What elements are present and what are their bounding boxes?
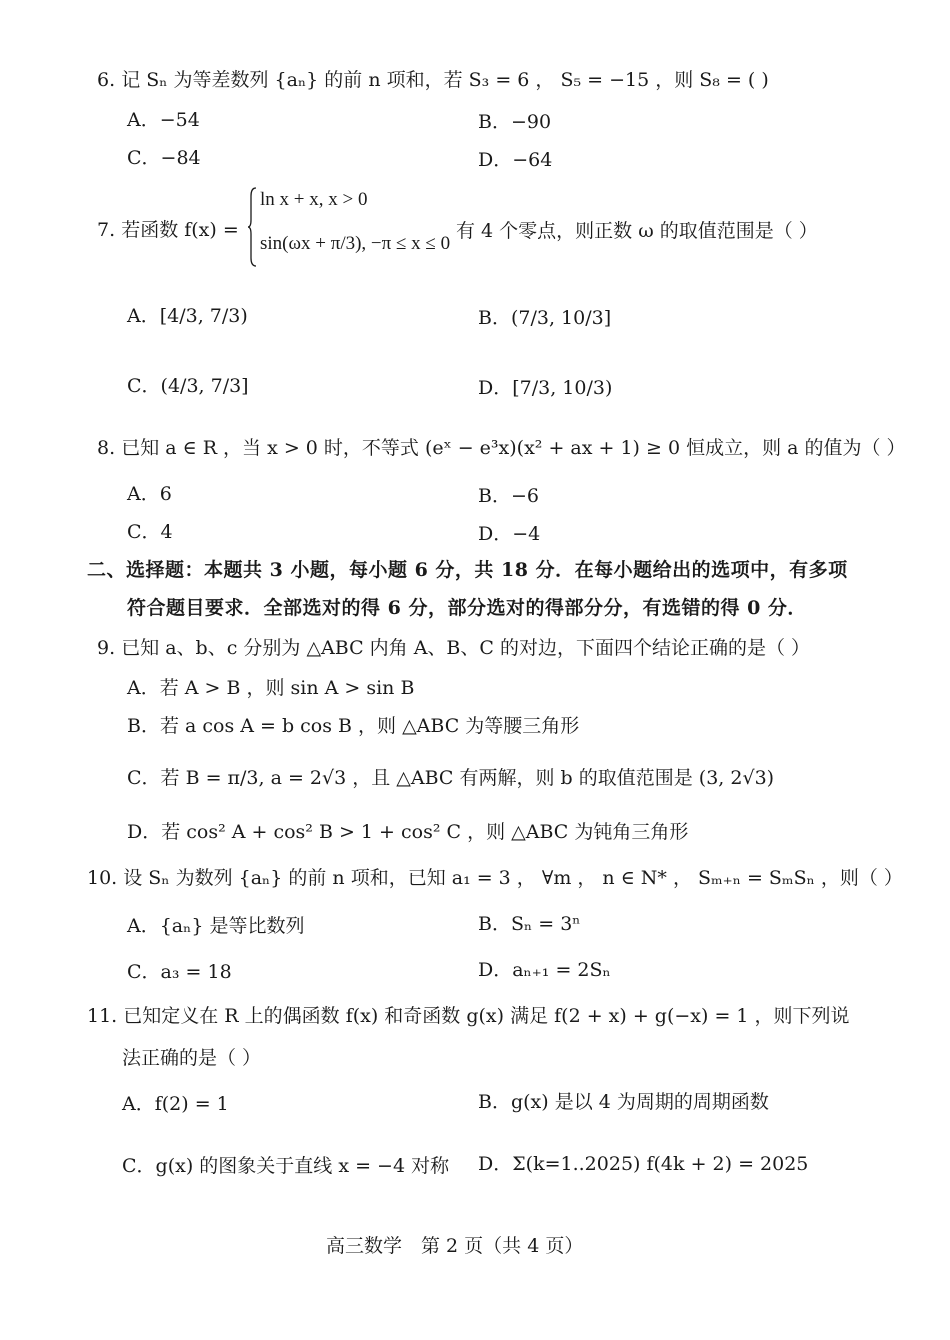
section-2-instructions: 符合题目要求．全部选对的得 6 分，部分选对的得部分分，有选错的得 0 分． bbox=[127, 597, 807, 619]
q7-lead bbox=[97, 218, 239, 242]
q10-option-d: D．aₙ₊₁ = 2Sₙ bbox=[478, 959, 611, 981]
q9-text: 已知 a、b、c 分别为 △ABC 内角 A、B、C 的对边，下面四个结论正确的是（ ） bbox=[121, 637, 811, 659]
q7-case-1: ln x + x, x > 0 bbox=[260, 189, 368, 210]
q11-option-b: B．g(x) 是以 4 为周期的周期函数 bbox=[478, 1091, 769, 1113]
q11-option-c: C．g(x) 的图象关于直线 x = −4 对称 bbox=[122, 1155, 450, 1177]
q10-option-c: C．a₃ = 18 bbox=[127, 961, 232, 983]
q11-option-a: A．f(2) = 1 bbox=[122, 1093, 229, 1115]
q7-option-c: C．(4/3, 7/3] bbox=[127, 375, 249, 397]
q7-piecewise-brace bbox=[248, 186, 256, 268]
page-footer: 高三数学 第 2 页（共 4 页） bbox=[326, 1235, 584, 1257]
q8-text: 已知 a ∈ R ，当 x > 0 时，不等式 (eˣ − e³x)(x² + ax + 1) ≥ 0 恒成立，则 a 的值为（ ） bbox=[121, 437, 906, 459]
q6-option-b: B．−90 bbox=[478, 111, 552, 133]
q9-stem bbox=[97, 636, 810, 660]
q8-option-d: D．−4 bbox=[478, 523, 541, 545]
q7-case-2: sin(ωx + π/3), −π ≤ x ≤ 0 bbox=[260, 233, 451, 254]
q6-option-c: C．−84 bbox=[127, 147, 201, 169]
q6-option-a: A．−54 bbox=[127, 109, 200, 131]
q8-number: 8. bbox=[97, 437, 116, 459]
section-2-heading: 二、选择题：本题共 3 小题，每小题 6 分，共 18 分．在每小题给出的选项中，有多项 bbox=[87, 559, 848, 581]
q11-number: 11. bbox=[87, 1005, 118, 1027]
q10-stem bbox=[87, 866, 903, 890]
q9-option-c: C．若 B = π/3, a = 2√3 ，且 △ABC 有两解，则 b 的取值范围是 (3, 2√3) bbox=[127, 767, 775, 789]
q11-stem-line-1 bbox=[87, 1004, 850, 1028]
q9-option-b: B．若 a cos A = b cos B ，则 △ABC 为等腰三角形 bbox=[127, 715, 580, 737]
q7-tail: 有 4 个零点，则正数 ω 的取值范围是（ ） bbox=[456, 220, 818, 242]
q8-stem bbox=[97, 436, 906, 460]
q11-text: 已知定义在 R 上的偶函数 f(x) 和奇函数 g(x) 满足 f(2 + x) + g(−x) = 1 ，则下列说 bbox=[123, 1005, 850, 1027]
q10-option-b: B．Sₙ = 3ⁿ bbox=[478, 913, 581, 935]
q7-option-b: B．(7/3, 10/3] bbox=[478, 307, 612, 329]
q10-text: 设 Sₙ 为数列 {aₙ} 的前 n 项和，已知 a₁ = 3 ， ∀m ， n ∈ N* ， Sₘ₊ₙ = SₘSₙ ，则（ ） bbox=[123, 867, 903, 889]
q7-lead-text: 若函数 f(x) = bbox=[121, 219, 239, 241]
q6-option-d: D．−64 bbox=[478, 149, 553, 171]
q6-number: 6. bbox=[97, 69, 116, 91]
q9-option-a: A．若 A > B ，则 sin A > sin B bbox=[127, 677, 415, 699]
q7-option-a: A．[4/3, 7/3) bbox=[127, 305, 248, 327]
q6-stem bbox=[97, 68, 769, 92]
q8-option-c: C．4 bbox=[127, 521, 173, 543]
q10-option-a: A．{aₙ} 是等比数列 bbox=[127, 915, 305, 937]
q11-option-d: D．Σ(k=1..2025) f(4k + 2) = 2025 bbox=[478, 1153, 809, 1175]
q8-option-b: B．−6 bbox=[478, 485, 539, 507]
q9-option-d: D．若 cos² A + cos² B > 1 + cos² C ，则 △ABC 为钝角三角形 bbox=[127, 821, 689, 843]
q9-number: 9. bbox=[97, 637, 116, 659]
q7-number: 7. bbox=[97, 219, 116, 241]
q11-stem-line-2: 法正确的是（ ） bbox=[122, 1047, 262, 1069]
q6-text: 记 Sₙ 为等差数列 {aₙ} 的前 n 项和，若 S₃ = 6 ， S₅ = −15 ，则 S₈ = ( ) bbox=[121, 69, 769, 91]
q7-option-d: D．[7/3, 10/3) bbox=[478, 377, 613, 399]
q10-number: 10. bbox=[87, 867, 118, 889]
q8-option-a: A．6 bbox=[127, 483, 172, 505]
